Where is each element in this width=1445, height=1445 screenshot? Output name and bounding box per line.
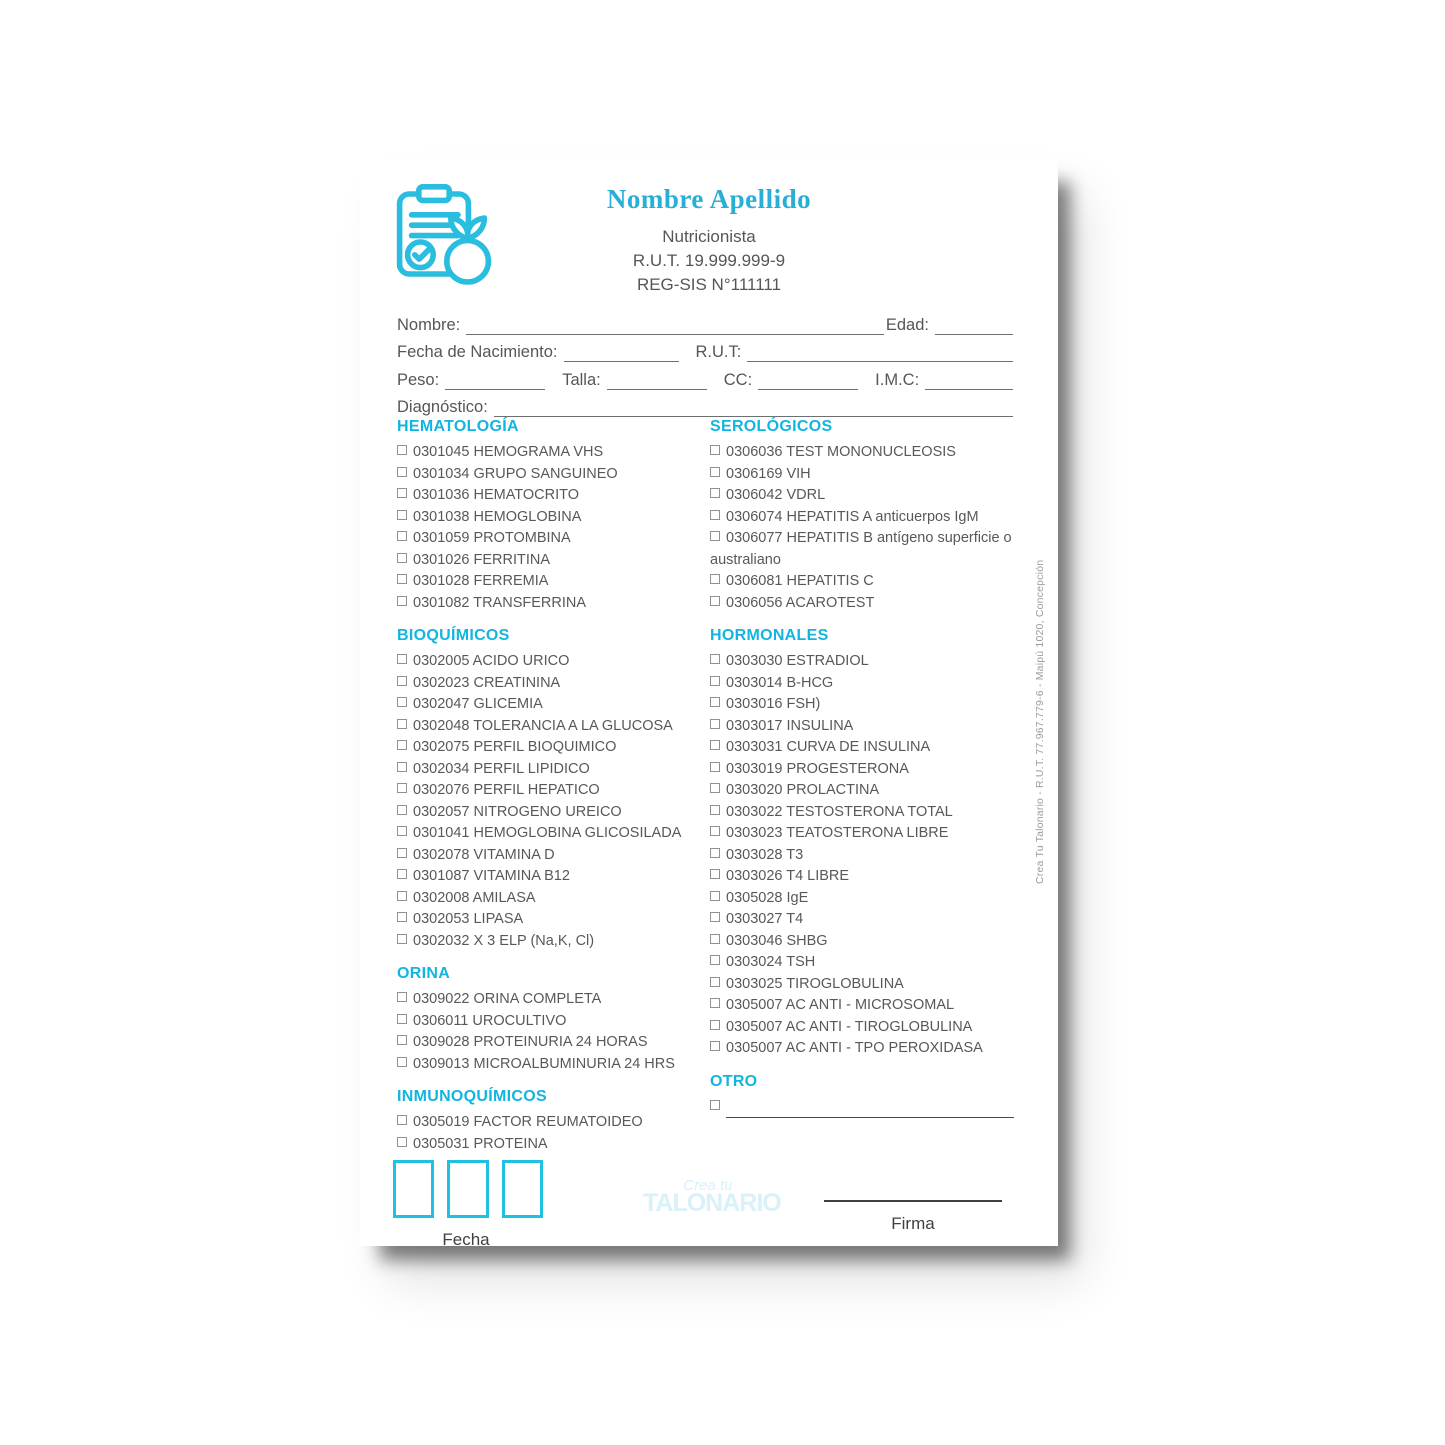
exam-item-label: 0301034 GRUPO SANGUINEO [413, 465, 618, 482]
talla-label: Talla: [562, 370, 601, 389]
exam-item[interactable] [710, 571, 1035, 593]
checkbox-icon[interactable] [710, 697, 720, 707]
exam-item-label: 0303025 TIROGLOBULINA [726, 975, 904, 992]
fecha-month-box[interactable] [447, 1160, 488, 1218]
exam-item[interactable] [710, 507, 1035, 529]
exam-item-label: 0309028 PROTEINURIA 24 HORAS [413, 1034, 648, 1050]
exam-item-label: 0301038 HEMOGLOBINA [413, 508, 582, 525]
registry-number: REG-SIS N°111111 [636, 275, 782, 294]
checkbox-icon[interactable] [710, 510, 720, 520]
exam-item[interactable] [710, 528, 1035, 571]
firma-label: Firma [891, 1214, 935, 1233]
section-title: INMUNOQUÍMICOS [397, 1088, 547, 1105]
fecha-nacimiento-field[interactable] [564, 341, 679, 362]
exam-item-label: 0303017 INSULINA [726, 717, 854, 734]
checkbox-icon[interactable] [710, 676, 720, 686]
checkbox-icon[interactable] [397, 697, 407, 707]
exam-item[interactable] [710, 694, 1035, 716]
exam-item-label: 0302076 PERFIL HEPATICO [413, 782, 600, 798]
exam-item[interactable] [397, 651, 705, 673]
edad-label: Edad: [885, 315, 929, 334]
checkbox-icon[interactable] [397, 488, 407, 498]
exam-item-label: 0303046 SHBG [726, 932, 828, 949]
checkbox-icon[interactable] [710, 574, 720, 584]
imc-label: I.M.C: [875, 370, 920, 389]
exam-item-label: 0301026 FERRITINA [413, 551, 551, 568]
exam-item[interactable] [397, 759, 705, 781]
exam-item[interactable] [710, 651, 1035, 673]
checkbox-icon[interactable] [397, 654, 407, 664]
nombre-field[interactable] [466, 314, 884, 335]
exam-item-label: 0302053 LIPASA [413, 911, 524, 927]
exam-item[interactable] [397, 694, 705, 716]
checkbox-icon[interactable] [710, 891, 720, 901]
exam-item[interactable] [710, 673, 1035, 695]
checkbox-icon[interactable] [710, 531, 720, 541]
checkbox-icon[interactable] [710, 740, 720, 750]
exam-item[interactable] [397, 571, 705, 593]
rut-field[interactable] [747, 341, 1013, 362]
fecha-label: Fecha [442, 1230, 490, 1249]
checkbox-icon[interactable] [710, 719, 720, 729]
exam-item[interactable] [397, 845, 705, 867]
exam-item-label: 0303027 T4 [726, 911, 804, 927]
fecha-year-box[interactable] [502, 1160, 543, 1218]
peso-field[interactable] [445, 369, 545, 390]
exam-item[interactable] [397, 866, 705, 888]
exam-item[interactable] [710, 888, 1035, 910]
exam-section [710, 416, 1035, 614]
exam-item-label: 0301036 HEMATOCRITO [413, 487, 580, 503]
exam-item-label: 0303014 B-HCG [726, 674, 834, 691]
exam-item[interactable] [397, 888, 705, 910]
profession-label: Nutricionista [662, 227, 756, 246]
section-title: ORINA [397, 965, 451, 982]
exam-item-label: 0302057 NITROGENO UREICO [413, 803, 622, 820]
exam-item[interactable] [397, 716, 705, 738]
exam-item-label: 0305031 PROTEINA [413, 1135, 548, 1152]
exam-item[interactable] [397, 673, 705, 695]
exam-item[interactable] [397, 485, 705, 507]
exam-item[interactable] [710, 442, 1035, 464]
exam-item-label: 0305007 AC ANTI - TIROGLOBULINA [726, 1018, 973, 1035]
checkbox-icon[interactable] [710, 826, 720, 836]
checkbox-icon[interactable] [397, 826, 407, 836]
section-title: HEMATOLOGÍA [397, 418, 519, 435]
exam-item-label: 0303022 TESTOSTERONA TOTAL [726, 803, 953, 820]
talonario-watermark: Crea tu TALONARIO [643, 1177, 781, 1217]
exam-section [710, 1071, 1035, 1119]
exam-item[interactable] [710, 716, 1035, 738]
exam-item[interactable] [710, 845, 1035, 867]
cc-label: CC: [723, 370, 753, 389]
checkbox-icon[interactable] [710, 977, 720, 987]
checkbox-icon[interactable] [397, 531, 407, 541]
diagnostico-label: Diagnóstico: [397, 398, 488, 416]
exam-item[interactable] [397, 507, 705, 529]
row-medidas [397, 362, 1013, 390]
exam-item-label: 0303019 PROGESTERONA [726, 760, 909, 777]
checkbox-icon[interactable] [397, 783, 407, 793]
exam-item-label: 0303016 FSH) [726, 696, 821, 712]
print-shop-credit: Crea Tu Talonario - R.U.T. 77.967.779-6 - Maipú 1020, Concepción [1034, 559, 1046, 884]
checkbox-icon[interactable] [710, 1100, 720, 1110]
exam-item-label: 0309022 ORINA COMPLETA [413, 991, 602, 1007]
exam-item[interactable] [397, 931, 705, 953]
checkbox-icon[interactable] [710, 596, 720, 606]
fecha-nacimiento-label: Fecha de Nacimiento: [397, 343, 558, 361]
exam-item-label: 0303023 TEATOSTERONA LIBRE [726, 825, 949, 841]
exam-item-label: 0302047 GLICEMIA [413, 696, 543, 712]
row-nombre-edad [397, 307, 1013, 335]
exam-item[interactable] [710, 995, 1035, 1017]
exam-item-label: 0303020 PROLACTINA [726, 782, 880, 798]
exam-item-label: 0302008 AMILASA [413, 889, 536, 906]
signature-area [823, 1178, 1003, 1234]
exam-item-label: 0303031 CURVA DE INSULINA [726, 739, 931, 755]
checkbox-icon[interactable] [710, 783, 720, 793]
exam-item[interactable] [397, 780, 705, 802]
exam-item[interactable] [397, 528, 705, 550]
checkbox-icon[interactable] [397, 445, 407, 455]
exam-item[interactable] [397, 1054, 705, 1076]
exam-item-label: 0302005 ACIDO URICO [413, 653, 570, 669]
exam-item[interactable] [710, 737, 1035, 759]
checkbox-icon[interactable] [397, 992, 407, 1002]
exam-item[interactable] [397, 593, 705, 615]
exam-item[interactable] [397, 823, 705, 845]
exam-item[interactable] [397, 442, 705, 464]
other-blank-field[interactable] [726, 1103, 1014, 1118]
row-nacimiento-rut [397, 335, 1013, 363]
checkbox-icon[interactable] [397, 805, 407, 815]
exam-item-label: 0303028 T3 [726, 846, 804, 863]
diagnostico-field[interactable] [494, 396, 1013, 417]
exam-item-label: 0306042 VDRL [726, 487, 826, 503]
exam-item[interactable] [710, 1038, 1035, 1060]
checkbox-icon[interactable] [397, 553, 407, 563]
exam-item[interactable] [397, 737, 705, 759]
checkbox-icon[interactable] [397, 891, 407, 901]
exam-item[interactable] [710, 866, 1035, 888]
exam-item-label: 0302048 TOLERANCIA A LA GLUCOSA [413, 717, 673, 734]
practitioner-name: Nombre Apellido [606, 184, 812, 214]
exam-item-label: 0301028 FERREMIA [413, 573, 549, 589]
exam-item-other[interactable] [710, 1097, 1035, 1119]
checkbox-icon[interactable] [397, 1014, 407, 1024]
checkbox-icon[interactable] [397, 1115, 407, 1125]
checkbox-icon[interactable] [710, 998, 720, 1008]
checkbox-icon[interactable] [710, 955, 720, 965]
checkbox-icon[interactable] [710, 912, 720, 922]
checkbox-icon[interactable] [710, 762, 720, 772]
exam-item[interactable] [397, 1112, 705, 1134]
exam-section [710, 625, 1035, 1060]
exam-item-label: 0302075 PERFIL BIOQUIMICO [413, 739, 617, 755]
exam-item-label: 0302034 PERFIL LIPIDICO [413, 760, 590, 777]
practitioner-rut: R.U.T. 19.999.999-9 [632, 251, 786, 270]
checkbox-icon[interactable] [710, 848, 720, 858]
exam-item[interactable] [710, 952, 1035, 974]
checkbox-icon[interactable] [397, 676, 407, 686]
edad-field[interactable] [935, 314, 1013, 335]
exam-item[interactable] [710, 593, 1035, 615]
exam-item-label: 0305007 AC ANTI - TPO PEROXIDASA [726, 1040, 983, 1056]
exam-section [397, 416, 705, 614]
fecha-day-box[interactable] [393, 1160, 434, 1218]
checkbox-icon[interactable] [397, 912, 407, 922]
exam-item-label: 0305007 AC ANTI - MICROSOMAL [726, 997, 955, 1013]
exam-section [397, 963, 705, 1075]
checklist-left-column [397, 416, 705, 1166]
exam-item[interactable] [710, 464, 1035, 486]
exam-item[interactable] [397, 1011, 705, 1033]
checklist-right-column [710, 416, 1035, 1129]
fecha-boxes-group [393, 1160, 543, 1250]
exam-item[interactable] [397, 550, 705, 572]
checkbox-icon[interactable] [397, 934, 407, 944]
exam-item-label: 0303024 TSH [726, 954, 816, 970]
checkbox-icon[interactable] [397, 869, 407, 879]
checkbox-icon[interactable] [710, 1020, 720, 1030]
exam-item-label: 0306169 VIH [726, 465, 811, 482]
checkbox-icon[interactable] [397, 1035, 407, 1045]
exam-item-label: 0302023 CREATININA [413, 674, 561, 691]
exam-item-label: 0305019 FACTOR REUMATOIDEO [413, 1114, 643, 1130]
exam-item[interactable] [710, 909, 1035, 931]
checkbox-icon[interactable] [397, 596, 407, 606]
checkbox-icon[interactable] [710, 654, 720, 664]
checkbox-icon[interactable] [397, 467, 407, 477]
exam-item-label: 0306056 ACAROTEST [726, 594, 875, 611]
checkbox-icon[interactable] [397, 719, 407, 729]
exam-item-label: 0309013 MICROALBUMINURIA 24 HRS [413, 1055, 675, 1072]
exam-section [397, 625, 705, 952]
checkbox-icon[interactable] [397, 740, 407, 750]
checkbox-icon[interactable] [397, 1057, 407, 1067]
checkbox-icon[interactable] [397, 510, 407, 520]
peso-label: Peso: [397, 370, 440, 389]
exam-item[interactable] [397, 1134, 705, 1156]
exam-item-label: 0302078 VITAMINA D [413, 846, 555, 863]
checkbox-icon[interactable] [397, 848, 407, 858]
row-diagnostico [397, 390, 1013, 418]
section-title: SEROLÓGICOS [710, 418, 833, 435]
exam-item-label: 0306011 UROCULTIVO [413, 1012, 567, 1029]
exam-item-label: 0302032 X 3 ELP (Na,K, Cl) [413, 932, 595, 949]
checkbox-icon[interactable] [710, 1041, 720, 1051]
exam-item-label: 0306077 HEPATITIS B antígeno superficie o australiano [710, 530, 1012, 568]
exam-item-label: 0301045 HEMOGRAMA VHS [413, 444, 604, 460]
exam-item[interactable] [397, 1032, 705, 1054]
exam-item-label: 0301082 TRANSFERRINA [413, 594, 587, 611]
exam-item[interactable] [710, 823, 1035, 845]
checkbox-icon[interactable] [710, 445, 720, 455]
exam-item[interactable] [710, 931, 1035, 953]
exam-item[interactable] [710, 759, 1035, 781]
exam-item[interactable] [710, 1017, 1035, 1039]
exam-item[interactable] [710, 974, 1035, 996]
exam-item[interactable] [710, 802, 1035, 824]
exam-item-label: 0301041 HEMOGLOBINA GLICOSILADA [413, 825, 682, 841]
exam-item-label: 0301087 VITAMINA B12 [413, 868, 570, 884]
checkbox-icon[interactable] [710, 488, 720, 498]
exam-item-label: 0301059 PROTOMBINA [413, 530, 571, 546]
exam-item[interactable] [710, 780, 1035, 802]
checkbox-icon[interactable] [710, 934, 720, 944]
exam-item-label: 0303030 ESTRADIOL [726, 653, 869, 669]
checkbox-icon[interactable] [397, 1137, 407, 1147]
exam-item-label: 0306081 HEPATITIS C [726, 573, 874, 589]
cc-field[interactable] [758, 369, 858, 390]
nombre-label: Nombre: [397, 315, 461, 334]
exam-item[interactable] [397, 464, 705, 486]
exam-item[interactable] [397, 989, 705, 1011]
section-title: OTRO [710, 1072, 758, 1090]
checkbox-icon[interactable] [397, 574, 407, 584]
exam-item-label: 0305028 IgE [726, 889, 809, 906]
exam-section [397, 1086, 705, 1155]
exam-item-label: 0306074 HEPATITIS A anticuerpos IgM [726, 508, 979, 525]
checkbox-icon[interactable] [710, 467, 720, 477]
rut-label: R.U.T: [695, 343, 742, 361]
talla-field[interactable] [607, 369, 707, 390]
exam-item-label: 0303026 T4 LIBRE [726, 868, 850, 884]
checkbox-icon[interactable] [710, 805, 720, 815]
imc-field[interactable] [925, 369, 1013, 390]
exam-item[interactable] [710, 485, 1035, 507]
section-title: BIOQUÍMICOS [397, 627, 510, 644]
patient-data-form [397, 307, 1013, 417]
section-title: HORMONALES [710, 627, 829, 644]
order-form-page [360, 160, 1058, 1249]
checkbox-icon[interactable] [397, 762, 407, 772]
exam-item[interactable] [397, 909, 705, 931]
exam-item[interactable] [397, 802, 705, 824]
checkbox-icon[interactable] [710, 869, 720, 879]
signature-line[interactable] [824, 1200, 1002, 1202]
exam-item-label: 0306036 TEST MONONUCLEOSIS [726, 444, 956, 460]
